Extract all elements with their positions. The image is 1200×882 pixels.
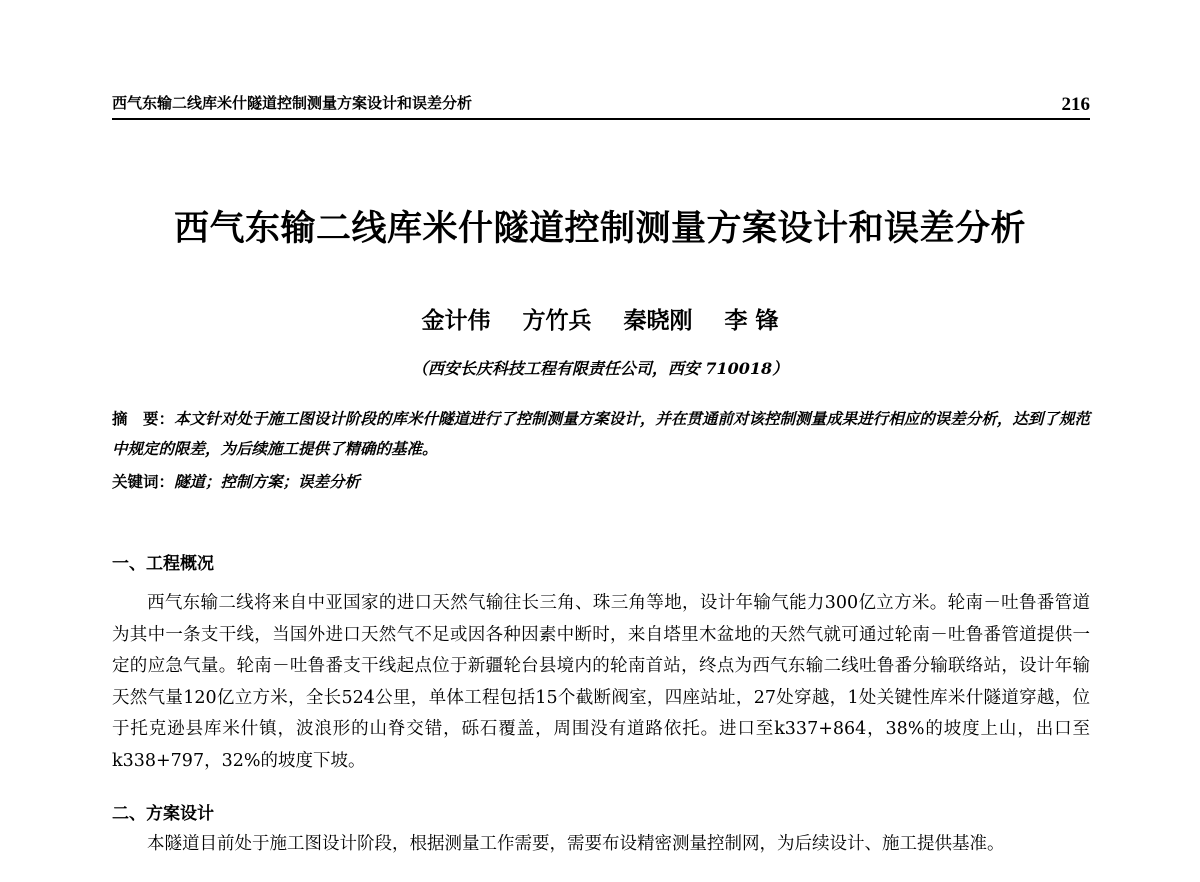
author: 方竹兵: [522, 308, 592, 334]
abstract-text: 本文针对处于施工图设计阶段的库米什隧道进行了控制测量方案设计，并在贯通前对该控制测量成果进行相应的误差分析，达到了规范中规定的限差，为后续施工提供了精确的基准。: [112, 409, 1090, 458]
author: 李 锋: [724, 308, 779, 334]
keywords-label: 关键词：: [112, 473, 175, 491]
paper-title: 西气东输二线库米什隧道控制测量方案设计和误差分析: [173, 209, 1026, 249]
section-heading: 一、工程概况: [112, 554, 214, 574]
running-title: 西气东输二线库米什隧道控制测量方案设计和误差分析: [112, 94, 473, 112]
running-header: [112, 88, 1090, 120]
body-paragraph: 本隧道目前处于施工图设计阶段，根据测量工作需要，需要布设精密测量控制网，为后续设计、施工提供基准。: [147, 834, 1005, 854]
affiliation: （西安长庆科技工程有限责任公司，西安 710018）: [411, 359, 789, 378]
section-heading: 二、方案设计: [112, 804, 214, 824]
page-number: 216: [1061, 94, 1090, 115]
abstract-label: 摘 要：: [112, 410, 175, 428]
author: 秦晓刚: [623, 308, 693, 334]
abstract: [112, 404, 1090, 464]
author-list: [0, 302, 1200, 335]
keywords: [112, 470, 1090, 492]
author: 金计伟: [421, 308, 491, 334]
body-paragraph: 西气东输二线将来自中亚国家的进口天然气输往长三角、珠三角等地，设计年输气能力300亿立方米。轮南－吐鲁番管道为其中一条支干线，当国外进口天然气不足或因各种因素中断时，来自塔里木盆地的天然气就可通过轮南－吐鲁番管道提供一定的应急气量。轮南－吐鲁番支干线起点位于新疆轮台县境内的轮南首站，终点为西气东输二线吐鲁番分输联络站，设计年输天然气量120亿立方米，全长524公里，单体工程包括15个截断阀室，四座站址，27处穿越，1处关键性库米什隧道穿越，位于托克逊县库米什镇，波浪形的山脊交错，砾石覆盖，周围没有道路依托。进口至k337+864，38%的坡度上山，出口至k338+797，32%的坡度下坡。: [112, 593, 1090, 771]
keywords-text: 隧道；控制方案；误差分析: [174, 472, 361, 491]
